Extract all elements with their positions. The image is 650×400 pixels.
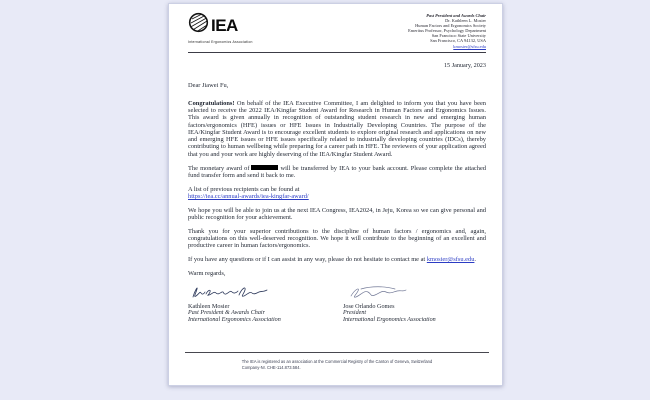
congratulations-lead: Congratulations! [188,99,235,107]
signer-org-left: International Ergonomics Association [188,317,281,324]
footer-registration: The IEA is registered as an association at the Commercial Registry of the Canton of Geneva, Switzerland [241,359,433,365]
closing-line: Warm regards, [188,270,226,277]
signature-row [188,283,486,324]
paragraph-monetary-award [188,165,486,180]
paragraph-congratulations [188,100,486,158]
paragraph-congress: We hope you will be able to join us at the next IEA Congress, IEA2024, in Jeju, Korea so we can give personal and public recognition for your achievement. [188,206,486,222]
letter-footer [185,352,489,374]
sender-university: San Francisco State University [431,33,486,39]
salutation: Dear Jiawei Fu, [188,81,229,89]
sender-address: San Francisco, CA 94132, USA [430,38,486,44]
signature-block-right [343,283,486,324]
paragraph-contact [188,256,486,263]
contact-text-before: If you have any questions or if I can assist in any way, please do not hesitate to contact me at [188,256,427,264]
recipients-link[interactable]: https://iea.cc/annual-awards/iea-kingfar-award/ [188,192,309,200]
redaction-box [251,165,278,170]
signer-title-left: Past President & Awards Chair [188,310,265,317]
signer-name-left: Kathleen Mosier [188,303,230,311]
letter-date: 15 January, 2023 [443,61,486,69]
signer-name-right: Jose Orlando Gomes [342,303,395,311]
iea-logo [188,12,253,44]
logo-text: IEA [211,15,238,35]
signature-jose-handwriting-icon [343,285,486,301]
sender-email-link[interactable]: kmosier@sfsu.edu [453,43,486,49]
congratulations-text: On behalf of the IEA Executive Committee, I am delighted to inform you that you have been selected to receive the 2022 IEA/Kingfar Student Award for Research in Human Factors and Ergonomics Issues. This award is given annually in recognition of outstanding student research in new and emerging human factors/ergonomics (HFE) issues or HFE Issues in Industrially Developing Countries. The purpose of the IEA/Kingfar Student Award is to encourage excellent students to explore original research and applications on new and emerging HFE issues or HFE issues specifically related to industrially developing countries (IDCs), thereby contributing to human wellbeing while preparing for a career path in HFE. The reviewers of your application agreed that you and your work are highly deserving of the IEA/Kingfar Student Award. [188,99,486,158]
signature-kathleen-handwriting-icon [188,283,343,301]
sender-name: Dr. Kathleen L. Mosier [445,18,486,24]
monetary-text-before: The monetary award of [188,164,250,172]
sender-block [408,13,486,49]
signer-org-right: International Ergonomics Association [342,317,436,324]
header-rule [188,52,486,53]
globe-icon [188,12,209,38]
footer-company-number: Company-Nr. CHE-114.873.584. [241,365,301,370]
letter-page [168,3,503,386]
paragraph-thanks: Thank you for your superior contributions to the discipline of human factors / ergonomics and, again, congratulations on this well-deserved recognition. We hope it will contribute to the beginning of an excellent and productive career in human factors/ergonomics. [188,227,486,250]
contact-text-after: . [474,256,477,264]
recipients-text: A list of previous recipients can be found at [188,185,300,193]
footer-text [242,359,432,371]
monetary-text-after: will be transferred by IEA to your bank account. Please complete the attached fund transfer form and send it back to me. [188,164,486,179]
sender-society: Human Factors and Ergonomics Society [415,23,486,29]
sender-role: Past President and Awards Chair [426,13,486,18]
signature-block-left [188,283,343,324]
logo-caption: International Ergonomics Association [188,40,253,44]
signer-title-right: President [342,310,367,317]
paragraph-recipients [188,186,486,201]
contact-email-link[interactable]: kmosier@sfsu.edu [426,256,475,264]
letter-header [188,12,486,49]
sender-title: Emeritus Professor, Psychology Department [408,28,486,34]
